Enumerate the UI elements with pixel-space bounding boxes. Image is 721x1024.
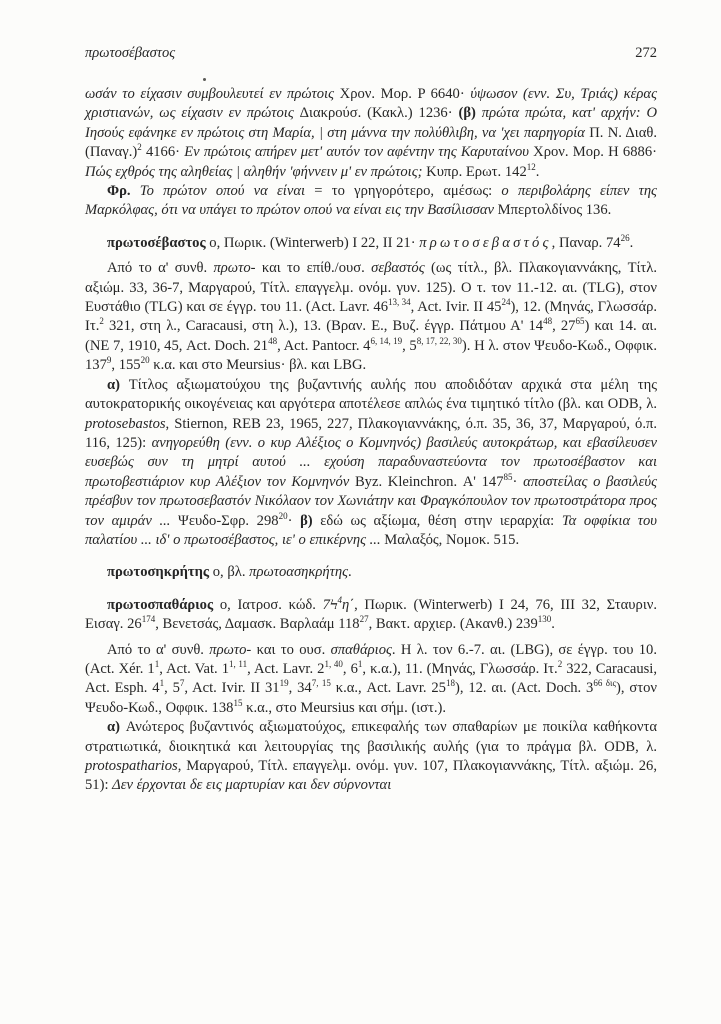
- text-segment: Ανώτερος βυζαντινός αξιωματούχος, επικεφαλής των σπαθαρίων με ποικίλα καθήκοντα στρατιωτικά, διοικητικά και λειτουργίας της βασιλικής αυλής (για το πράγμα βλ. ODB, λ.: [85, 719, 658, 755]
- text-segment: 12: [526, 161, 536, 172]
- text-segment: ωσάν το είχασιν συμβουλευτεί εν πρώτοις: [85, 86, 340, 102]
- text-segment: Από το α' συνθ.: [107, 641, 210, 658]
- text-segment: Κυπρ. Ερωτ. 142: [426, 163, 527, 180]
- running-head-word: πρωτοσέβαστος: [85, 45, 176, 61]
- text-segment: 85: [503, 471, 513, 482]
- text-segment: Από το α' συνθ.: [107, 260, 214, 277]
- text-segment: 20: [278, 510, 288, 521]
- text-segment: 2: [99, 316, 104, 327]
- text-segment: σεβαστός: [371, 260, 432, 277]
- text-segment: σπαθάριος: [330, 641, 392, 658]
- paragraph-phrase: [85, 182, 657, 221]
- text-segment: 7Ϟ: [322, 596, 338, 613]
- text-block: [85, 85, 657, 796]
- running-header: [85, 44, 657, 62]
- text-segment: , 5: [402, 337, 417, 354]
- text-segment: Χρον. Μορ. P 6640·: [339, 86, 471, 102]
- text-segment: 7: [179, 678, 185, 689]
- text-segment: 1: [154, 659, 160, 670]
- text-segment: πρωτο-: [209, 641, 257, 658]
- text-segment: Π. Ν. Διαθ. (Παναγ.): [85, 124, 658, 161]
- text-segment: 19: [279, 678, 289, 689]
- text-segment: 4166·: [141, 144, 185, 161]
- text-segment: 18: [445, 678, 455, 689]
- text-segment: , 155: [111, 357, 141, 374]
- text-segment: ο περιβολάρης είπεν της Μαρκόλφας, ότι να υπάγει το πρώτον οπού να είναι εις την Βασίλισσαν: [85, 183, 657, 219]
- text-segment: .: [535, 163, 540, 180]
- text-segment: Πώς εχθρός της αληθείας | αληθήν 'φήννειν μ' εν πρώτοις;: [85, 163, 427, 180]
- entry-protosevastos-etymology: [85, 259, 657, 375]
- text-segment: 9: [106, 355, 112, 366]
- text-segment: Τα οφφίκια του παλατίου ... ιδ' ο πρωτοσέβαστος, ιε' ο επικέρνης ...: [85, 512, 658, 548]
- text-segment: ·: [512, 473, 524, 490]
- text-segment: 24: [501, 297, 511, 308]
- text-segment: Το πρώτον οπού να είναι: [139, 183, 315, 200]
- text-segment: κ.α. και στο Meursius· βλ. και LBG.: [149, 357, 367, 374]
- text-segment: ύψωσον (ενν. Συ, Τριάς) κέρας χριστιανών, ως είχασιν εν πρώτοις: [85, 86, 657, 122]
- text-segment: 2: [557, 659, 563, 670]
- text-segment: 20: [140, 355, 150, 366]
- text-segment: 8, 17, 22, 30: [416, 336, 462, 347]
- entry-protospatharios-sense-a: [85, 718, 657, 796]
- text-segment: , Βακτ. αρχιερ. (Ακανθ.) 239: [368, 616, 538, 633]
- text-segment: .: [348, 564, 352, 581]
- text-segment: Μπερτολδίνος 136.: [497, 202, 612, 219]
- text-segment: 1: [159, 678, 165, 689]
- paragraph-quote-continuation: [85, 85, 657, 182]
- text-segment: και το ουσ.: [256, 641, 331, 658]
- text-segment: ·: [287, 512, 301, 529]
- text-segment: ) και 14. αι. (ΝΕ 7, 1910, 45, Act. Doch. 21: [85, 318, 657, 354]
- text-segment: Μαλαξός, Νομοκ. 515.: [384, 531, 520, 548]
- entry-protospatharios-headword: [85, 596, 657, 635]
- text-segment: 48: [543, 316, 553, 327]
- text-segment: 321, στη λ., Caracausi, στη λ.), 13. (Βραν. Ε., Βυζ. έγγρ. Πάτμου Α' 14: [103, 318, 544, 335]
- entry-protosikritis: [85, 563, 657, 582]
- text-segment: α): [107, 376, 129, 393]
- text-segment: Δεν έρχονται δε εις μαρτυρίαν και δεν σύρνονται: [112, 777, 392, 794]
- text-segment: , 5: [164, 680, 180, 697]
- text-segment: 130: [537, 614, 552, 625]
- text-segment: Φρ.: [107, 183, 140, 200]
- text-segment: 1, 40: [324, 659, 343, 670]
- text-segment: , Act. Lavr. 2: [247, 660, 325, 677]
- text-segment: , 27: [552, 318, 576, 335]
- entry-protosevastos-sense-a: [85, 376, 657, 551]
- text-segment: , Act. Ivir. II 45: [410, 299, 502, 316]
- text-segment: 7, 15: [311, 678, 331, 689]
- text-segment: protospatharios: [85, 758, 178, 774]
- text-segment: 174: [141, 614, 156, 625]
- text-segment: πρωτοσεβαστός: [419, 234, 552, 251]
- text-segment: πρωτο-: [213, 260, 262, 277]
- text-segment: 26: [620, 232, 630, 243]
- text-segment: protosebastos: [85, 415, 166, 432]
- text-segment: Εν πρώτοις απήρεν μετ' αυτόν τον αφέντην της Καρυταίνου: [184, 144, 534, 161]
- text-segment: , Μαργαρού, Τίτλ. επαγγελμ. ονόμ. γυν. 107, Πλακογιαννάκης, Τίτλ. αξιώμ. 26, 51):: [85, 758, 657, 794]
- text-segment: ανηγορεύθη (ενν. ο κυρ Αλέξιος ο Κομνηνός) βασιλεύς αυτοκράτωρ, και εβασίλευσεν ευσεβώς συν τη μητρί αυτού ... εχούση παραδυναστεύοντα τον πρωτοσέβαστον και πρωτοβεστιάριον κυρ Αλέξιον τον Κομνηνόν: [85, 434, 657, 490]
- text-segment: κ.α., Act. Lavr. 25: [330, 680, 446, 697]
- text-segment: 65: [575, 316, 585, 327]
- text-segment: 1, 11: [229, 659, 248, 670]
- text-segment: ), 12. αι. (Act. Doch. 3: [454, 680, 594, 697]
- text-segment: 66 δις: [593, 678, 617, 689]
- text-segment: , 34: [288, 680, 312, 697]
- text-segment: 4: [337, 594, 342, 605]
- text-segment: 48: [268, 336, 278, 347]
- entry-protosevastos-headword: [85, 234, 657, 253]
- text-segment: πρώτα πρώτα, κατ' αρχήν: Ο Ιησούς εφάνηκε εν πρώτοις στη Μαρία, | στη μάννα την πολύθλιβη, να 'χει παρηγορία: [85, 105, 657, 141]
- text-segment: και το επίθ./ουσ.: [261, 260, 372, 277]
- text-segment: ), στον Ψευδο-Κωδ., Οφφικ. 138: [85, 680, 658, 716]
- entry-protospatharios-etymology: [85, 641, 657, 719]
- text-segment: , κ.α.), 11. (Μηνάς, Γλωσσάρ. Ιτ.: [362, 660, 558, 677]
- text-segment: 15: [233, 697, 243, 708]
- text-segment: πρωτοσέβαστος: [107, 234, 210, 251]
- text-segment: 322, Caracausi, Act. Esph. 4: [85, 660, 657, 697]
- text-segment: πρωτοασηκρήτης: [249, 564, 349, 581]
- text-segment: .: [629, 234, 634, 251]
- text-segment: πρωτοσηκρήτης: [107, 564, 213, 581]
- text-segment: , Βενετσάς, Δαμασκ. Βαρλαάμ 118: [155, 616, 360, 633]
- text-segment: εδώ ως αξίωμα, θέση στην ιεραρχία:: [320, 512, 562, 529]
- text-segment: ο, βλ.: [212, 564, 250, 581]
- text-segment: ο, Πωρικ. (Winterwerb) I 22, II 21·: [209, 234, 420, 251]
- text-segment: = το γρηγορότερο, αμέσως:: [314, 183, 502, 200]
- text-segment: κ.α., στο Meursius και σήμ. (ιστ.).: [242, 699, 447, 716]
- text-segment: (β): [458, 105, 482, 122]
- text-segment: πρωτοσπαθάριος: [107, 596, 220, 613]
- text-segment: ). Η λ. στον Ψευδο-Κωδ., Οφφικ. 137: [85, 337, 658, 374]
- text-segment: 27: [359, 614, 369, 625]
- text-segment: . Η λ. τον 6.-7. αι. (LBG), σε έγγρ. του 10. (Act. Xér. 1: [85, 641, 658, 677]
- text-segment: Χρον. Μορ. Η 6886·: [533, 144, 657, 161]
- text-segment: , 6: [342, 660, 358, 677]
- text-segment: Διακρούσ. (Κακλ.) 1236·: [299, 105, 459, 122]
- text-segment: Ψευδο-Σφρ. 298: [178, 512, 279, 529]
- text-segment: , Act. Vat. 1: [159, 660, 230, 677]
- text-segment: β): [300, 512, 321, 529]
- scan-speck: [203, 78, 206, 81]
- text-segment: Byz. Kleinchron. Α' 147: [354, 473, 504, 490]
- text-segment: 13, 34: [388, 297, 411, 308]
- text-segment: , Πωρικ. (Winterwerb) I 24, 76, III 32, Σταυριν. Εισαγ. 26: [85, 596, 657, 633]
- text-segment: 2: [137, 142, 142, 153]
- text-segment: α): [107, 719, 126, 736]
- text-segment: 6, 14, 19: [370, 336, 403, 347]
- text-segment: Τίτλος αξιωματούχου της βυζαντινής αυλής που αποδιδόταν αρχικά στα μέλη της αυτοκρατορικής οικογένειας και αργότερα αποτέλεσε απλώς ένα τιμητικό τίτλο (βλ. και ODB, λ.: [85, 376, 657, 413]
- text-segment: , Stiernon, REB 23, 1965, 227, Πλακογιαννάκης, ό.π. 35, 36, 37, Μαργαρού, ό.π. 116, 125):: [85, 415, 657, 451]
- text-segment: , Act. Ivir. II 31: [184, 680, 280, 697]
- text-segment: .: [551, 616, 555, 633]
- text-segment: , Act. Pantocr. 4: [277, 337, 371, 354]
- page-number: 272: [635, 45, 657, 61]
- text-segment: (ως τίτλ., βλ. Πλακογιαννάκης, Τίτλ. αξιώμ. 33, 36-7, Μαργαρού, Τίτλ. επαγγελμ. ονόμ. γυν. 125). Ο τ. τον 11.-12. αι. (TLG), στον Ευστάθιο (TLG) και σε έγγρ. του 11. (Act. Lavr. 46: [85, 260, 657, 316]
- text-segment: αποστείλας ο βασιλεύς πρέσβυν τον πρωτοσεβαστόν Νικόλαον τον Χωνιάτην και Φραγκόπουλον τον πρωτοστράτορα προς τον αμιράν ...: [85, 473, 657, 529]
- text-segment: ο, Ιατροσ. κώδ.: [219, 596, 323, 613]
- text-segment: , Παναρ. 74: [551, 234, 621, 251]
- text-segment: ), 12. (Μηνάς, Γλωσσάρ. Ιτ.: [85, 299, 658, 335]
- text-segment: η΄: [341, 596, 355, 613]
- text-segment: 1: [357, 659, 363, 670]
